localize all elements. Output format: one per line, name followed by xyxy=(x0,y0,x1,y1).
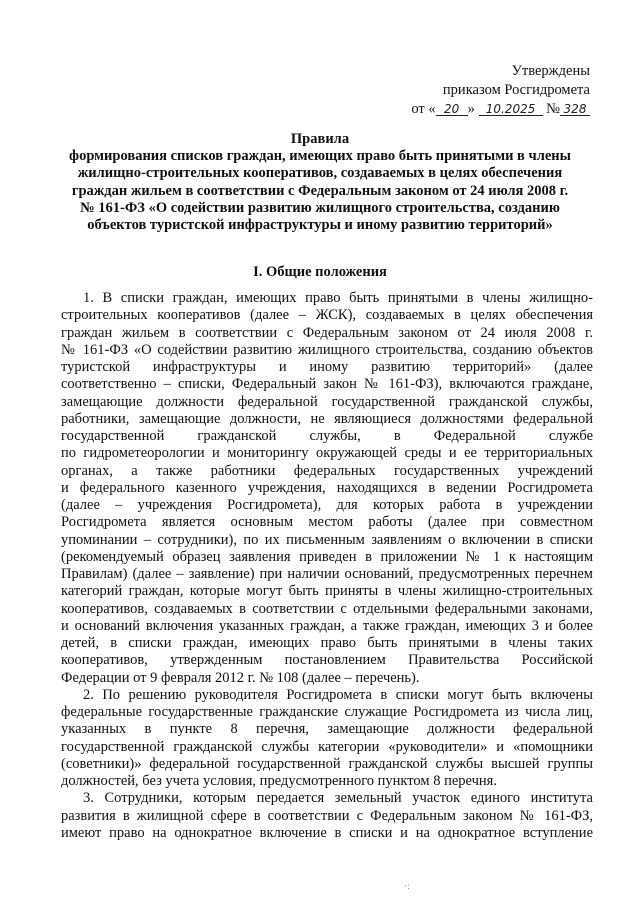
body-line: Росгидромета является основным местом работы (далее при совместном xyxy=(61,514,593,531)
body-line: упоминании – сотрудники), по их письменным заявлениям о включении в списки xyxy=(61,531,593,548)
body-line: должностей, без учета условия, предусмотренного пунктом 8 перечня. xyxy=(61,773,497,789)
body-line: строительных кооперативов (далее – ЖСК), создаваемых в целях обеспечения xyxy=(61,307,593,324)
body-line: детей, в списки граждан, имеющих право быть принятыми в члены таких xyxy=(61,635,593,651)
document-title xyxy=(40,131,600,234)
approval-line-2: приказом Росгидромета xyxy=(442,82,590,98)
title-line: жилищно-строительных кооперативов, создаваемых в целях обеспечения xyxy=(77,165,563,182)
body-line: имеют право на однократное включение в списки и на однократное вступление xyxy=(61,824,593,841)
title-line: граждан жильем в соответствии с Федеральным законом от 24 июля 2008 г. xyxy=(71,182,569,199)
body-line: 3. Сотрудники, которым передается земельный участок единого института xyxy=(83,790,593,807)
handwritten-date: 10.2025 xyxy=(479,103,543,116)
body-line: по гидрометеорологии и мониторингу окружающей среды и ее территориальных xyxy=(61,445,593,462)
body-line: Федерации от 9 февраля 2012 г. № 108 (далее – перечень). xyxy=(61,669,420,686)
body-line: органах, а также работники федеральных государственных учреждений xyxy=(61,462,593,479)
date-prefix: от « xyxy=(411,101,436,117)
section-title: I. Общие положения xyxy=(253,264,387,280)
body-line: Правилам) (далее – заявление) при наличии оснований, предусмотренных перечнем xyxy=(61,566,593,582)
date-mid: » xyxy=(467,101,475,117)
body-line: (советники)» федеральной государственной гражданской службы высшей группы xyxy=(61,755,593,772)
body-line: 2. По решению руководителя Росгидромета в списки могут быть включены xyxy=(83,686,593,703)
body-line: замещающие должности федеральной государственной гражданской службы, xyxy=(61,393,593,410)
body-line: (далее – учреждения Росгидромета), для которых работа в учреждении xyxy=(61,497,593,513)
approval-line-1: Утверждены xyxy=(511,63,590,79)
scan-mark: ·: xyxy=(404,882,410,892)
body-line: (рекомендуемый образец заявления приведен в приложении № 1 к настоящим xyxy=(61,548,593,565)
body-line: и оснований включения указанных граждан, а также граждан, имеющих 3 и более xyxy=(61,617,593,634)
body-line: государственной гражданской службы, в Федеральной службе xyxy=(61,428,593,444)
body-line: 1. В списки граждан, имеющих право быть принятыми в члены жилищно- xyxy=(83,290,593,306)
body-line: федеральные государственные гражданские служащие Росгидромета из числа лиц, xyxy=(61,704,593,720)
body-line: работники, замещающие должности, не являющиеся должностями федеральной xyxy=(61,410,593,427)
handwritten-number: 328 xyxy=(560,103,590,116)
body-line: кооперативов, создаваемых в соответствии с отдельными федеральными законами, xyxy=(61,600,593,617)
approval-date-line xyxy=(411,100,590,119)
body-line: кооперативов, утвержденным постановлением Правительства Российской xyxy=(61,652,593,669)
approval-stamp xyxy=(411,62,590,119)
body-line: государственной гражданской службы категории «руководители» и «помощники xyxy=(61,738,593,755)
handwritten-day: 20 xyxy=(436,103,468,116)
body-line: развития в жилищной сфере в соответствии с Федеральным законом № 161-ФЗ, xyxy=(61,807,593,824)
number-prefix: № xyxy=(546,101,560,117)
body-line: № 161-ФЗ «О содействии развитию жилищного строительства, созданию объектов xyxy=(61,341,593,358)
body-line: указанных в пункте 8 перечня, замещающие должности федеральной xyxy=(61,721,593,738)
body-line: категорий граждан, которые могут быть приняты в члены жилищно-строительных xyxy=(61,583,593,600)
document-body xyxy=(61,290,593,842)
body-line: туристской инфраструктуры и иному развитию территорий» (далее xyxy=(61,359,593,375)
title-line: объектов туристской инфраструктуры и иному развитию территорий» xyxy=(87,217,553,234)
body-line: соответственно – списки, Федеральный закон № 161-ФЗ), включаются граждане, xyxy=(61,376,593,393)
title-line: формирования списков граждан, имеющих право быть принятыми в члены xyxy=(69,148,571,165)
title-line: № 161-ФЗ «О содействии развитию жилищного строительства, созданию xyxy=(80,199,560,216)
body-line: граждан жильем в соответствии с Федеральным законом от 24 июля 2008 г. xyxy=(61,324,593,341)
body-line: и федерального казенного учреждения, находящихся в ведении Росгидромета xyxy=(61,479,593,496)
title-heading: Правила xyxy=(290,131,350,147)
